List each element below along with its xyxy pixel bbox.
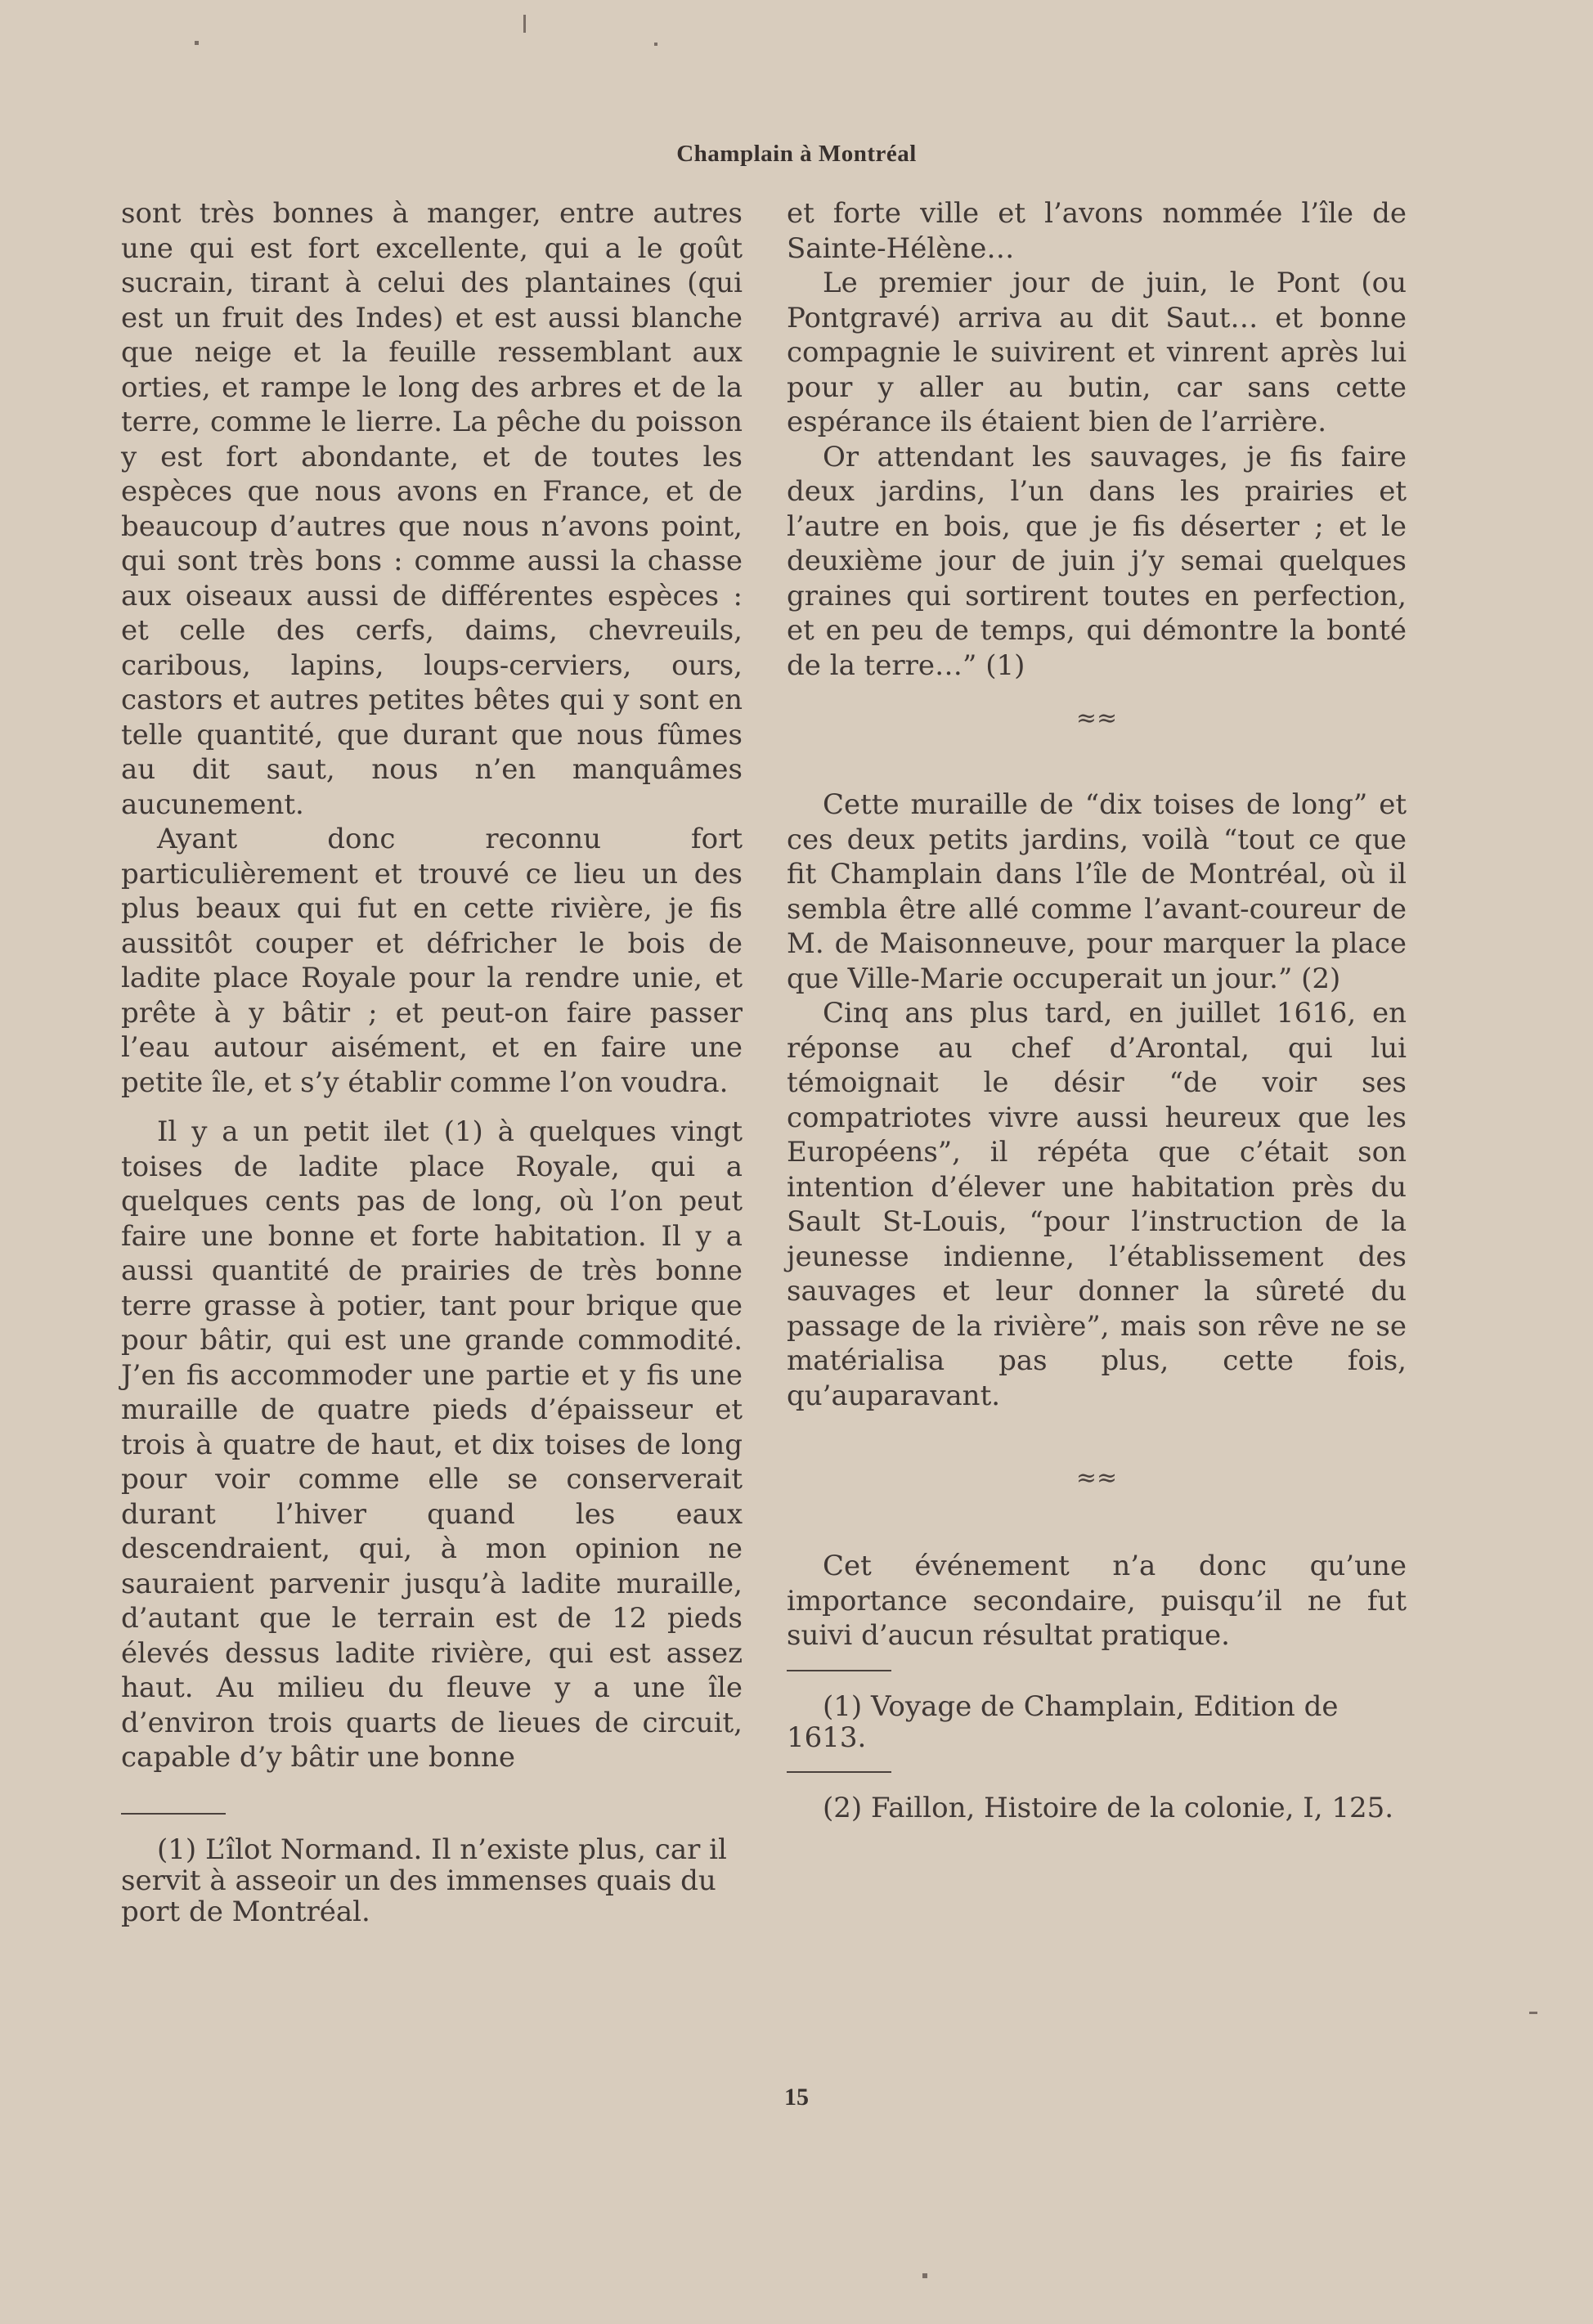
- left-paragraph-1: sont très bonnes à manger, entre autres une qui est fort excellente, qui a le goût sucrain, tirant à celui des plantaines (qui est un fruit des Indes) et est aussi blanche que neige et la feuille ressemblant aux orties, et rampe le long des arbres et de la terre, comme le lierre. La pêche du poisson y est fort abondante, et de toutes les espèces que nous avons en France, et de beaucoup d’autres que nous n’avons point, qui sont très bons : comme aussi la chasse aux oiseaux aussi de différentes espèces : et celle des cerfs, daims, chevreuils, caribous, lapins, loups-cerviers, ours, castors et autres petites bêtes qui y sont en telle quantité, que durant que nous fûmes au dit saut, nous n’en manquâmes aucunement.: [121, 197, 743, 821]
- right-paragraph-5: Cinq ans plus tard, en juillet 1616, en réponse au chef d’Arontal, qui lui témoignait le désir “de voir ses compatriotes vivre aussi heureux que les Européens”, il répéta que c’était son intention d’élever une habitation près du Sault St-Louis, “pour l’instruction de la jeunesse indienne, l’établissement des sauvages et leur donner la sûreté du passage de la rivière”, mais son rêve ne se matérialisa pas plus, cette fois, qu’auparavant.: [787, 997, 1407, 1412]
- scan-speck: [654, 43, 657, 46]
- right-paragraph-6: Cet événement n’a donc qu’une importance secondaire, puisqu’il ne fut suivi d’aucun résultat pratique.: [787, 1550, 1407, 1652]
- scan-speck: [523, 15, 526, 33]
- section-ornament: ≈≈: [1075, 704, 1118, 733]
- right-paragraph-1: et forte ville et l’avons nommée l’île de Sainte-Hélène…: [787, 197, 1407, 265]
- scan-speck: [922, 2273, 927, 2278]
- right-paragraph-3: Or attendant les sauvages, je fis faire deux jardins, l’un dans les prairies et l’autre en bois, que je fis déserter ; et le deuxième jour de juin j’y semai quelques graines qui sortirent toutes en perfection, et en peu de temps, qui démontre la bonté de la terre…” (1): [787, 440, 1407, 682]
- right-footnote-2: (2) Faillon, Histoire de la colonie, I, 125.: [823, 1791, 1394, 1824]
- left-paragraph-2: Ayant donc reconnu fort particulièrement et trouvé ce lieu un des plus beaux qui fut en cette rivière, je fis aussitôt couper et défricher le bois de ladite place Royale pour la rendre unie, et prête à y bâtir ; et peut-on faire passer l’eau autour aisément, et en faire une petite île, et s’y établir comme l’on voudra.: [121, 823, 743, 1099]
- right-footnote-1: (1) Voyage de Champlain, Edition de 1613.: [787, 1689, 1339, 1754]
- right-paragraph-4: Cette muraille de “dix toises de long” et ces deux petits jardins, voilà “tout ce que fit Champlain dans l’île de Montréal, où il sembla être allé comme l’avant-coureur de M. de Maisonneuve, pour marquer la place que Ville-Marie occuperait un jour.” (2): [787, 788, 1407, 995]
- right-column: [787, 196, 1407, 1824]
- left-footnote: (1) L’îlot Normand. Il n’existe plus, car il servit à asseoir un des immenses quais du port de Montréal.: [121, 1833, 727, 1928]
- scan-speck: [1529, 2012, 1537, 2014]
- page-number: 15: [784, 2084, 809, 2111]
- running-title: Champlain à Montréal: [676, 141, 917, 167]
- section-ornament: ≈≈: [1075, 1464, 1118, 1492]
- scan-speck: [195, 41, 199, 45]
- right-paragraph-2: Le premier jour de juin, le Pont (ou Pontgravé) arriva au dit Saut… et bonne compagnie le suivirent et vinrent après lui pour y aller au butin, car sans cette espérance ils étaient bien de l’arrière.: [787, 267, 1407, 438]
- left-column: [121, 196, 743, 1927]
- left-paragraph-3: Il y a un petit ilet (1) à quelques vingt toises de ladite place Royale, qui a quelques cents pas de long, où l’on peut faire une bonne et forte habitation. Il y a aussi quantité de prairies de très bonne terre grasse à potier, tant pour brique que pour bâtir, qui est une grande commodité. J’en fis accommoder une partie et y fis une muraille de quatre pieds d’épaisseur et trois à quatre de haut, et dix toises de long pour voir comme elle se conserverait durant l’hiver quand les eaux descendraient, qui, à mon opinion ne sauraient parvenir jusqu’à ladite muraille, d’autant que le terrain est de 12 pieds élevés dessus ladite rivière, qui est assez haut. Au milieu du fleuve y a une île d’environ trois quarts de lieues de circuit, capable d’y bâtir une bonne: [121, 1115, 743, 1774]
